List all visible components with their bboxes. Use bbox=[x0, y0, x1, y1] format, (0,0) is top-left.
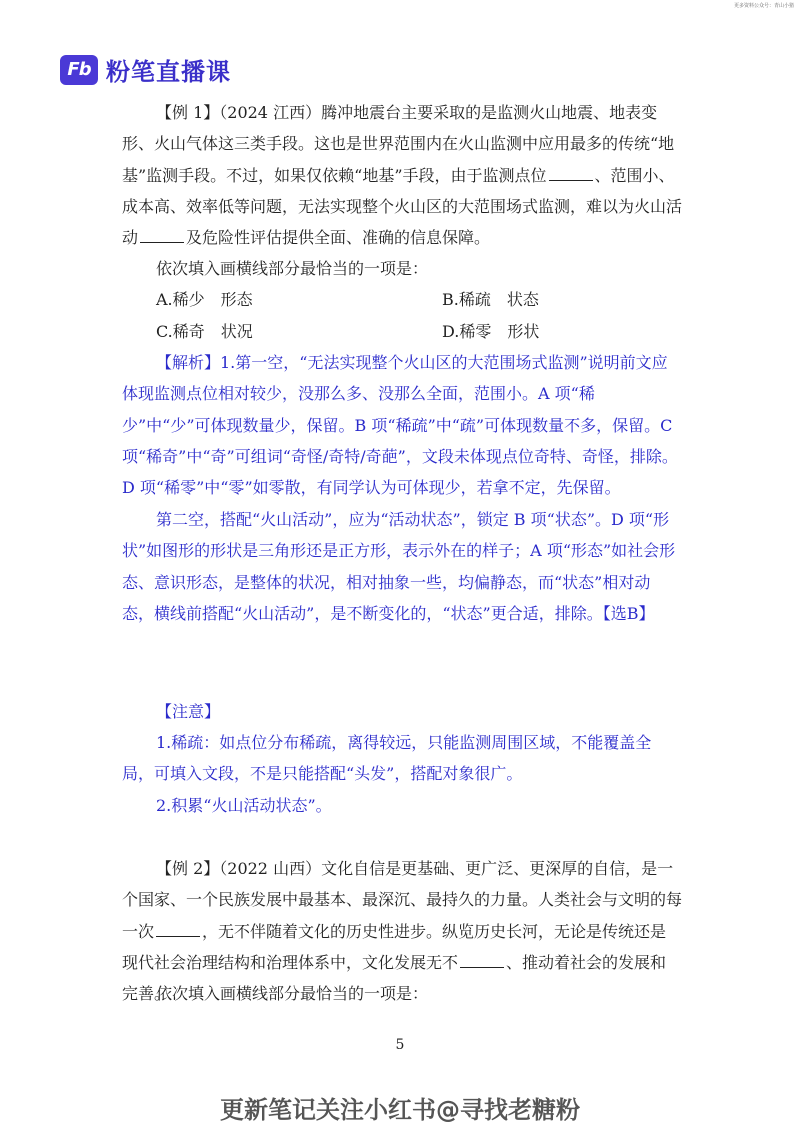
note-item-1: 1.稀疏：如点位分布稀疏，离得较远，只能监测周围区域，不能覆盖全局，可填入文段，不是只能搭配“头发”，搭配对象很广。 bbox=[122, 733, 652, 784]
answer-blank-1 bbox=[549, 166, 593, 181]
note-title: 【注意】 bbox=[156, 702, 221, 721]
answer-blank-3 bbox=[156, 922, 200, 937]
answer-blank-4 bbox=[460, 953, 504, 968]
page-number: 5 bbox=[395, 1037, 405, 1053]
example2-text-1: 【例 2】（2022 山西）文化自信是更基础、更广泛、更深厚的自信，是一个国家、一个民族发展中最基本、最深沉、最持久的力量。人类社会与文明的每一次 bbox=[122, 859, 683, 941]
example1-question: 依次填入画横线部分最恰当的一项是： bbox=[156, 259, 429, 278]
logo-text: 粉笔直播课 bbox=[106, 58, 231, 86]
answer-blank-2 bbox=[140, 228, 184, 243]
analysis-paragraph-1: 【解析】1.第一空，“无法实现整个火山区的大范围场式监测”说明前文应体现监测点位相对较少，没那么多、没那么全面，范围小。A 项“稀少”中“少”可体现数量少，保留。B 项“稀疏”中“疏”可体现数量不多，保留。C 项“稀奇”中“奇”可组词“奇怪/奇特/奇葩”，文段未体现点位奇特、奇怪，排除。D 项“稀零”中“零”如零散，有同学认为可体现少，若拿不定，先保留。 bbox=[122, 353, 678, 498]
footer-watermark: 更新笔记关注小红书@寻找老糖粉 bbox=[220, 1096, 580, 1124]
option-a: A.稀少 形态 bbox=[156, 290, 253, 309]
example1-text-2: 、范围小、成本高、效率低等问题，无法实现整个火山区的大范围场式监测，难以为火山活动 bbox=[122, 165, 683, 248]
example2-text-2: ，无不伴随着文化的历史性进步。纵览历史长河，无论是传统还是现代社会治理结构和治理体系中，文化发展无不 bbox=[122, 921, 667, 972]
logo-mark-icon: Fb bbox=[60, 55, 98, 85]
example1-text-3: 及危险性评估提供全面、准确的信息保障。 bbox=[186, 228, 491, 248]
option-d: D.稀零 形状 bbox=[442, 322, 540, 341]
analysis-paragraph-2: 第二空，搭配“火山活动”，应为“活动状态”，锁定 B 项“状态”。D 项“形状”如图形的形状是三角形还是正方形，表示外在的样子；A 项“形态”如社会形态、意识形态，是整体的状况，相对抽象一些，均偏静态，而“状态”相对动态，横线前搭配“火山活动”，是不断变化的，“状态”更合适，排除。【选B】 bbox=[122, 510, 676, 623]
example1-passage bbox=[122, 97, 682, 253]
example2-text-3: 、推动着社会的发展和完善。 bbox=[122, 952, 667, 1004]
option-c: C.稀奇 状况 bbox=[156, 322, 253, 341]
option-b: B.稀疏 状态 bbox=[442, 290, 539, 309]
example1-text-1: 【例 1】（2024 江西）腾冲地震台主要采取的是监测火山地震、地表变形、火山气体这三类手段。这也是世界范围内在火山监测中应用最多的传统“地基”监测手段。不过，如果仅依赖“地基”手段，由于监测点位 bbox=[122, 103, 675, 185]
note-item-2: 2.积累“火山活动状态”。 bbox=[156, 796, 332, 815]
example2-question: 依次填入画横线部分最恰当的一项是： bbox=[156, 984, 429, 1003]
top-note: 更多资料公众号：青山小猪 bbox=[733, 3, 794, 9]
brand-logo bbox=[60, 52, 231, 87]
